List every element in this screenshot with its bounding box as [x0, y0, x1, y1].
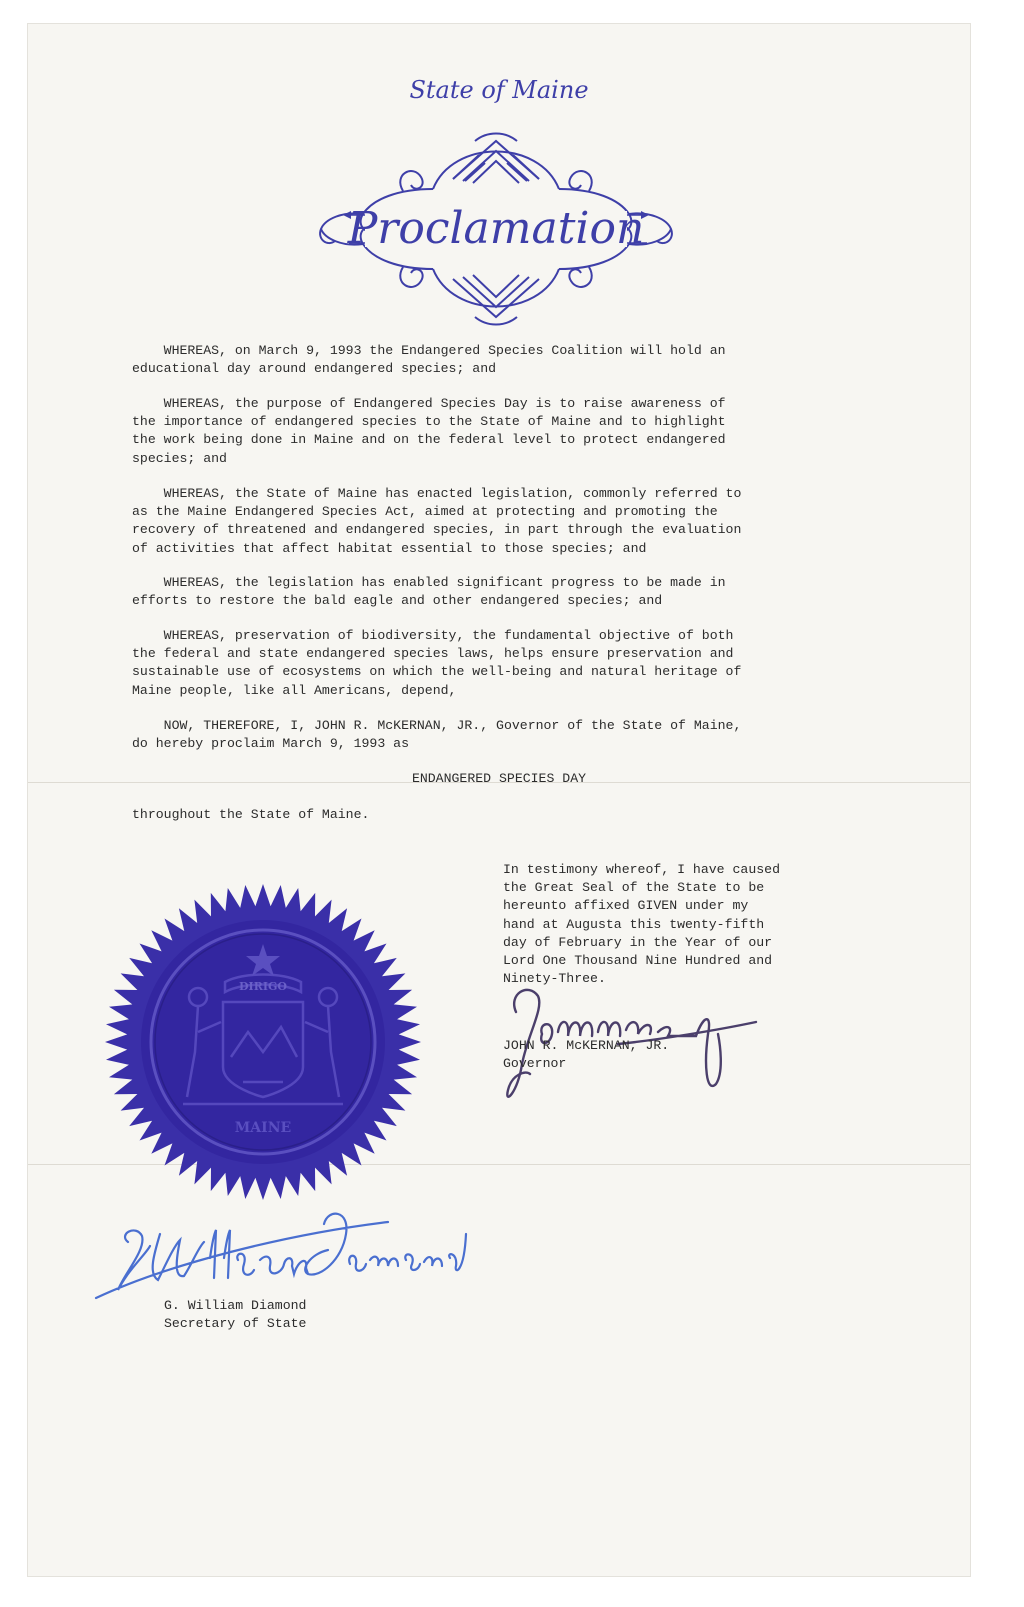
governor-name: JOHN R. McKERNAN, JR.: [503, 1038, 670, 1053]
secretary-title: Secretary of State: [164, 1316, 307, 1331]
state-of-maine-heading: State of Maine: [409, 76, 589, 104]
seal-motto: DIRIGO: [239, 980, 287, 993]
whereas-paragraph-4: WHEREAS, the legislation has enabled significant progress to be made in efforts to restore the bald eagle and other endangered species; and: [132, 575, 726, 609]
proclaimed-day-name: ENDANGERED SPECIES DAY: [411, 771, 587, 786]
closing-line: throughout the State of Maine.: [132, 807, 370, 822]
whereas-paragraph-5: WHEREAS, preservation of biodiversity, the fundamental objective of both the federal and state endangered species laws, helps ensure preservation and sustainable use of ecosystems on which the well-being and natural heritage of Maine people, like all Americans, depend,: [132, 628, 742, 698]
great-seal-of-maine: [103, 882, 423, 1202]
whereas-paragraph-2: WHEREAS, the purpose of Endangered Species Day is to raise awareness of the importance of endangered species to the State of Maine and to highlight the work being done in Maine and on the federal level to protect endangered species; and: [132, 396, 726, 466]
seal-state-word: MAINE: [234, 1120, 292, 1136]
secretary-signature: [88, 1194, 478, 1304]
proclamation-document: [28, 24, 970, 1576]
governor-title: Governor: [503, 1056, 567, 1071]
proclamation-cartouche: [303, 119, 689, 334]
testimony-clause: In testimony whereof, I have caused the Great Seal of the State to be hereunto affixed GIVEN under my hand at Augusta this twenty-fifth day of February in the Year of our Lord One Thousand Nine Hundred and Ninety-Three.: [503, 862, 780, 987]
secretary-name: G. William Diamond: [164, 1298, 307, 1313]
whereas-paragraph-1: WHEREAS, on March 9, 1993 the Endangered Species Coalition will hold an educational day around endangered species; and: [132, 343, 726, 377]
proclamation-banner-title: Proclamation: [347, 203, 645, 254]
now-therefore-paragraph: NOW, THEREFORE, I, JOHN R. McKERNAN, JR., Governor of the State of Maine, do hereby proclaim March 9, 1993 as: [132, 718, 742, 752]
whereas-paragraph-3: WHEREAS, the State of Maine has enacted legislation, commonly referred to as the Maine Endangered Species Act, aimed at protecting and promoting the recovery of threatened and endangered species, in part through the evaluation of activities that affect habitat essential to those species; and: [132, 486, 742, 556]
